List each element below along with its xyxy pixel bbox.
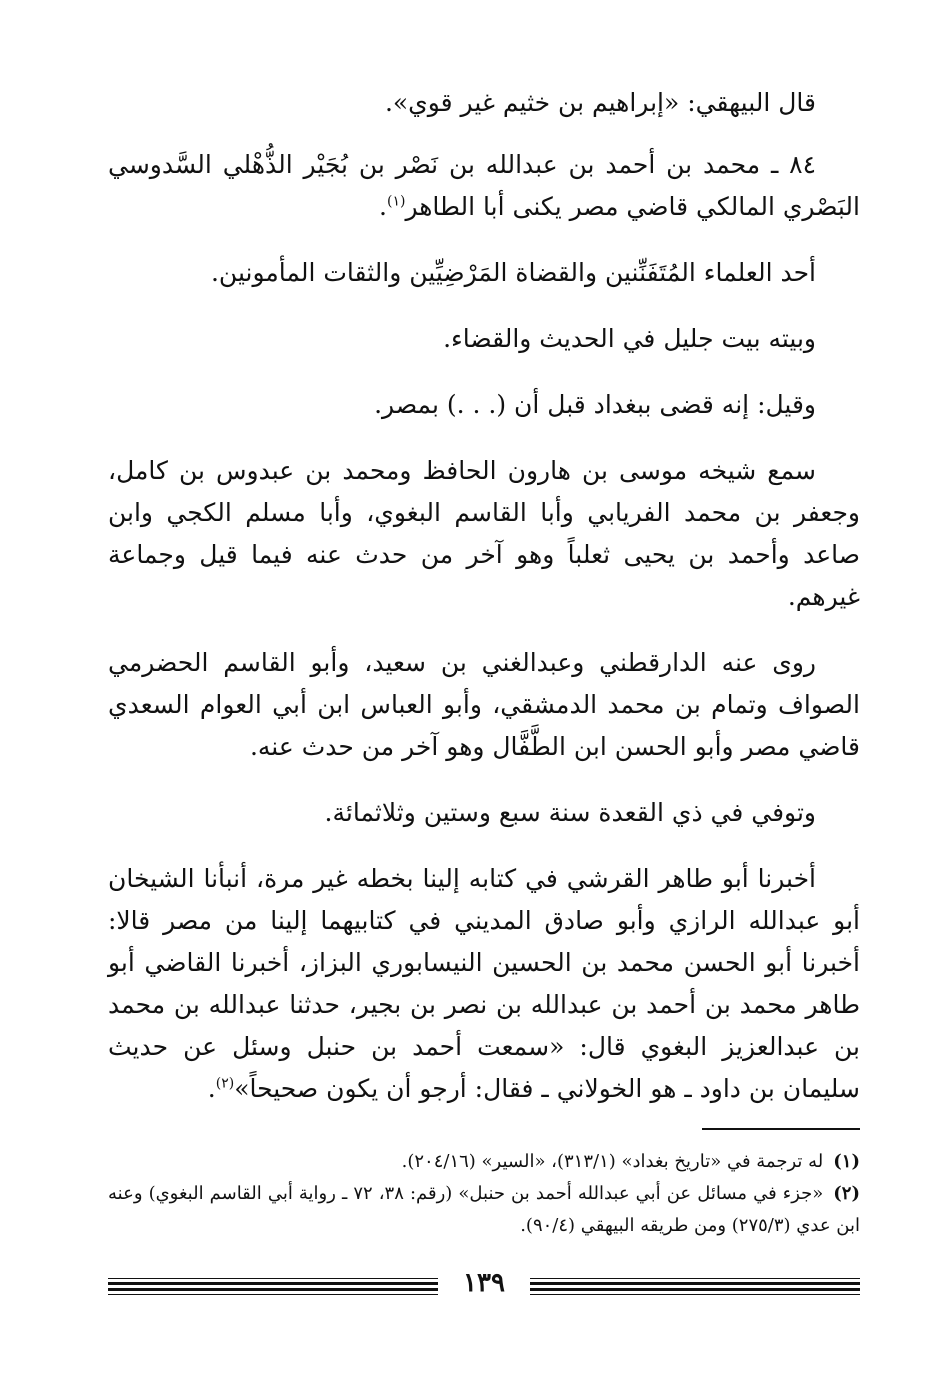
footnote-ref-2: (٢) xyxy=(215,1075,235,1092)
page-footer xyxy=(108,1266,860,1306)
footnote-ref-1: (١) xyxy=(386,193,406,210)
page-number: ١٣٩ xyxy=(463,1268,505,1298)
paragraph-6: سمع شيخه موسى بن هارون الحافظ ومحمد بن عبدوس بن كامل، وجعفر بن محمد الفريابي وأبا القاسم البغوي، وأبا مسلم الكجي وابن صاعد وأحمد بن يحيى ثعلباً وهو آخر من حدث عنه فيما قيل وجماعة غيرهم. xyxy=(108,456,860,611)
paragraph-5: وقيل: إنه قضى ببغداد قبل أن (. . .) بمصر. xyxy=(374,390,816,419)
footnote-2: (٢)«جزء في مسائل عن أبي عبدالله أحمد بن حنبل» (رقم: ٣٨، ٧٢ ـ رواية أبي القاسم البغوي) وعنه ابن عدي (٢٧٥/٣) ومن طريقه البيهقي (٩٠/٤). xyxy=(108,1183,860,1236)
paragraph-9: أخبرنا أبو طاهر القرشي في كتابه إلينا بخطه غير مرة، أنبأنا الشيخان أبو عبدالله الرازي وأبو صادق المديني في كتابيهما إلينا من مصر قالا: أخبرنا أبو الحسن محمد بن الحسين النيسابوري البزاز، أخبرنا القاضي أبو طاهر محمد بن أحمد بن عبدالله بن نصر بن بجير، حدثنا عبدالله بن محمد بن عبدالعزيز البغوي قال: «سمعت أحمد بن حنبل وسئل عن حديث سليمان بن داود ـ هو الخولاني ـ فقال: أرجو أن يكون صحيحاً»$^{(٢)}$. xyxy=(108,864,860,1103)
entry-heading: ٨٤ ـ محمد بن أحمد بن عبدالله بن نَصْر بن بُجَيْر الذُّهْلي السَّدوسي البَصْري المالكي قاضي مصر يكنى أبا الطاهر xyxy=(108,150,860,221)
main-text xyxy=(108,82,860,1110)
footnote-1: (١)له ترجمة في «تاريخ بغداد» (٣١٣/١)، «السير» (٢٠٤/١٦). xyxy=(401,1151,860,1172)
paragraph-7: روى عنه الدارقطني وعبدالغني بن سعيد، وأبو القاسم الحضرمي الصواف وتمام بن محمد الدمشقي، وأبو العباس ابن أبي العوام السعدي قاضي مصر وأبو الحسن ابن الطَّفَّال وهو آخر من حدث عنه. xyxy=(108,648,860,761)
footnote-divider xyxy=(702,1128,860,1130)
paragraph-8: وتوفي في ذي القعدة سنة سبع وستين وثلاثمائة. xyxy=(324,798,816,827)
paragraph-1: قال البيهقي: «إبراهيم بن خثيم غير قوي». xyxy=(384,88,816,117)
footnotes xyxy=(108,1146,860,1242)
paragraph-3: أحد العلماء المُتَفَنِّنين والقضاة المَرْضِيِّين والثقات المأمونين. xyxy=(210,258,816,287)
paragraph-4: وبيته بيت جليل في الحديث والقضاء. xyxy=(443,324,816,353)
paragraph-2-entry-84: ٨٤ ـ محمد بن أحمد بن عبدالله بن نَصْر بن بُجَيْر الذُّهْلي السَّدوسي البَصْري المالكي قاضي مصر يكنى أبا الطاهر$^{(١)}$. xyxy=(108,150,860,221)
ornamental-rule-right xyxy=(530,1278,860,1294)
ornamental-rule-left xyxy=(108,1278,438,1294)
